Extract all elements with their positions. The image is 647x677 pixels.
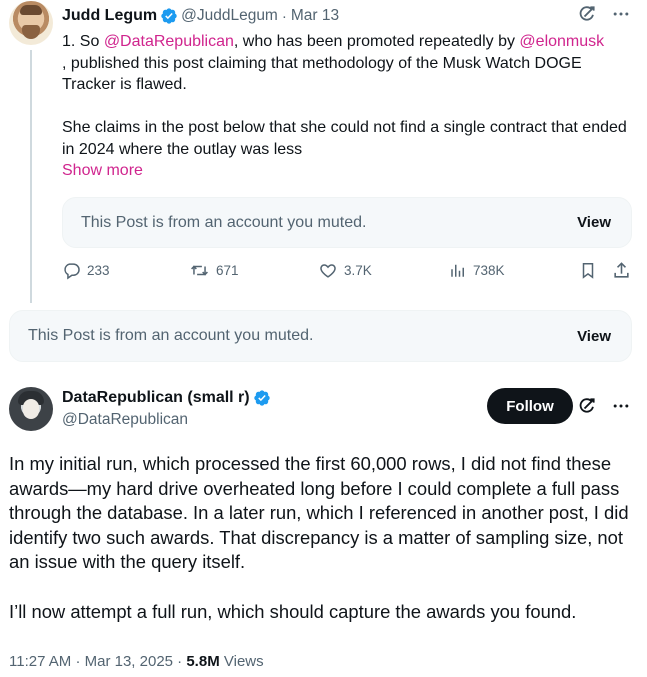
avatar-datarepublican[interactable] (9, 387, 53, 431)
tweet-date[interactable]: Mar 13, 2025 (84, 653, 173, 670)
thread-connector-line (30, 50, 32, 303)
more-icon[interactable] (611, 4, 631, 24)
like-count: 3.7K (344, 263, 372, 278)
tweet2-top-actions (577, 396, 631, 416)
tweet1-text (62, 31, 634, 182)
tweet-time[interactable]: 11:27 AM (9, 653, 72, 670)
views-count: 738K (473, 262, 505, 278)
share-icon (612, 261, 631, 280)
more-icon[interactable] (611, 396, 631, 416)
muted-notice-text: This Post is from an account you muted. (28, 327, 314, 344)
separator-dot: · (75, 653, 81, 670)
muted-notice-text: This Post is from an account you muted. (81, 213, 367, 231)
tweet1-top-actions (577, 4, 631, 24)
tweet2-text (9, 452, 637, 624)
tweet1-paragraph-1 (62, 31, 634, 96)
text-span: 1. So (62, 33, 104, 50)
avatar-judd-legum[interactable] (9, 1, 53, 45)
author-name[interactable]: DataRepublican (small r) (62, 389, 250, 406)
tweet2-meta (9, 653, 264, 670)
verified-badge-icon (160, 7, 178, 25)
author-handle[interactable]: @JuddLegum (181, 7, 278, 24)
muted-post (9, 310, 632, 362)
text-span: , published this post claiming that methodology of the Musk Watch DOGE Tracker is flawed. (62, 54, 582, 93)
tweet2-paragraph-1: In my initial run, which processed the first 60,000 rows, I did not find these awards—my hard drive overheated long before I could complete a full pass through the database. In a later run, which I referenced in another post, I did identify two such awards. That discrepancy is a matter of sampling size, not an issue with the query itself. (9, 453, 629, 573)
view-muted-button[interactable]: View (577, 327, 611, 345)
views-icon (449, 261, 467, 279)
mention-link-datarepublican[interactable]: @DataRepublican (103, 33, 234, 50)
author-handle[interactable]: @DataRepublican (62, 411, 189, 428)
author-name[interactable]: Judd Legum (62, 7, 158, 24)
tweet-date[interactable]: Mar 13 (290, 7, 340, 24)
grok-icon[interactable] (577, 4, 597, 24)
text-span: , who has been promoted repeatedly by (233, 33, 520, 50)
tweet2-paragraph-2: I’ll now attempt a full run, which should capture the awards you found. (9, 600, 577, 622)
quoted-muted-post (62, 197, 632, 248)
separator-dot: · (177, 653, 183, 670)
like-button[interactable] (318, 261, 372, 280)
show-more-link[interactable]: Show more (62, 162, 143, 179)
share-button[interactable] (612, 261, 631, 280)
repost-icon (189, 261, 210, 280)
repost-count: 671 (216, 263, 239, 278)
reply-count: 233 (87, 263, 110, 278)
follow-button[interactable]: Follow (487, 388, 573, 424)
tweet2-author-row (62, 389, 271, 407)
repost-button[interactable] (189, 261, 239, 280)
views-label: Views (223, 653, 264, 670)
views-button[interactable] (449, 261, 505, 279)
verified-badge-icon (253, 389, 271, 407)
mention-link-elonmusk[interactable]: @elonmusk (519, 33, 605, 50)
separator-dot: · (281, 7, 287, 25)
grok-icon[interactable] (577, 396, 597, 416)
tweet1-action-bar (62, 261, 634, 285)
reply-button[interactable] (62, 261, 110, 280)
tweet1-paragraph-2: She claims in the post below that she could not find a single contract that ended in 2024 where the outlay was less (62, 119, 627, 158)
views-count: 5.8M (186, 653, 220, 670)
tweet1-author-row (62, 5, 339, 27)
bookmark-icon (579, 261, 597, 280)
bookmark-button[interactable] (579, 261, 597, 280)
view-muted-button[interactable]: View (577, 214, 611, 231)
like-icon (318, 261, 338, 280)
reply-icon (62, 261, 81, 280)
